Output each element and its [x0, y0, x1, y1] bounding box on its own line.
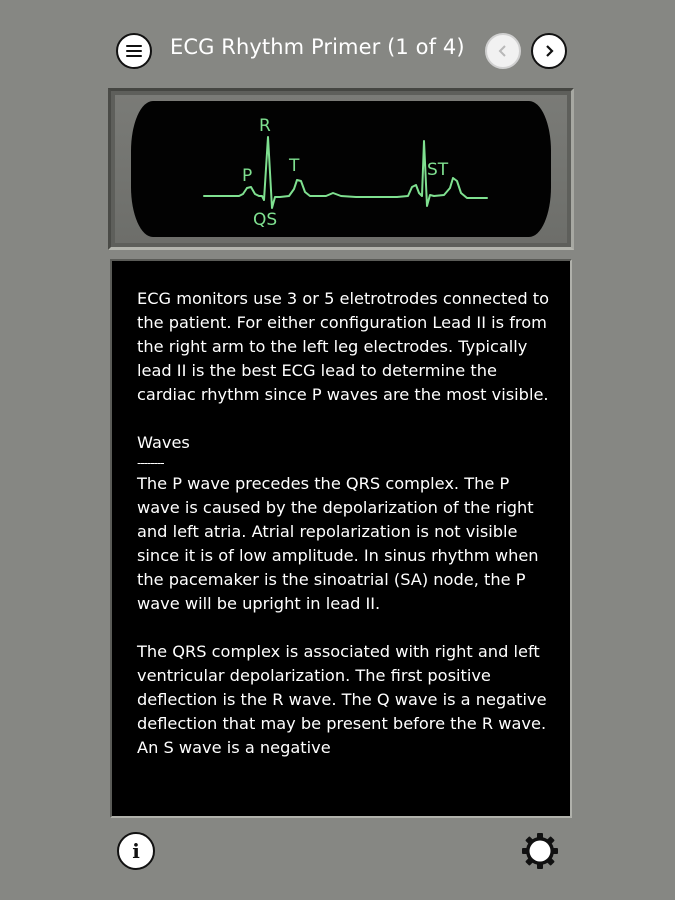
- menu-button[interactable]: [116, 33, 152, 69]
- ecg-screen: [131, 101, 551, 237]
- chevron-left-icon: [496, 44, 510, 58]
- next-button[interactable]: [531, 33, 567, 69]
- monitor-bezel: [115, 95, 567, 243]
- previous-button[interactable]: [485, 33, 521, 69]
- section-rule: --------: [137, 456, 164, 471]
- info-button[interactable]: [117, 832, 155, 870]
- paragraph-p-wave: The P wave precedes the QRS complex. The P wave is caused by the depolarization of the right and left atria. Atrial repolarization is not visible since it is of low amplitude. In sinus rhythm when the pacemaker is the sinoatrial (SA) node, the P wave will be upright in lead II.: [137, 474, 539, 613]
- info-icon: i: [132, 839, 140, 863]
- ecg-label-p: P: [242, 166, 253, 186]
- hamburger-menu-icon: [126, 45, 142, 57]
- content-panel[interactable]: [110, 259, 572, 818]
- ecg-label-t: T: [289, 156, 300, 176]
- header: [0, 0, 675, 100]
- ecg-label-qs: QS: [253, 210, 278, 230]
- ecg-label-r: R: [259, 116, 271, 136]
- ecg-monitor: [108, 88, 574, 250]
- content-text: [137, 287, 557, 783]
- page-title: ECG Rhythm Primer (1 of 4): [170, 35, 465, 59]
- ecg-waveform: [131, 101, 551, 239]
- paragraph-intro: ECG monitors use 3 or 5 eletrotrodes connected to the patient. For either configuration Lead II is from the right arm to the left leg electrodes. Typically lead II is the best ECG lead to determine the cardiac rhythm since P waves are the most visible.: [137, 289, 550, 404]
- gear-icon: [521, 832, 559, 870]
- settings-button[interactable]: [521, 832, 559, 870]
- chevron-right-icon: [542, 44, 556, 58]
- section-heading: Waves: [137, 432, 190, 452]
- ecg-label-st: ST: [427, 160, 449, 180]
- paragraph-qrs: The QRS complex is associated with right and left ventricular depolarization. The first positive deflection is the R wave. The Q wave is a negative deflection that may be present before the R wave. An S wave is a negative: [137, 641, 547, 757]
